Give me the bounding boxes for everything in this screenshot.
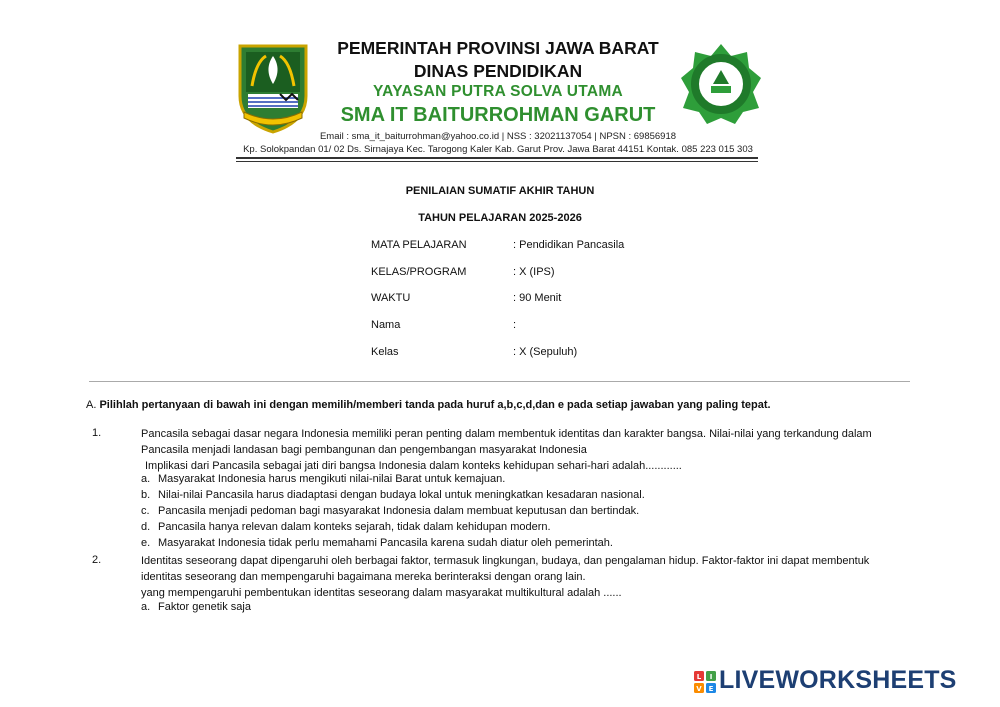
svg-text:L: L: [696, 673, 702, 681]
instruction-text: Pilihlah pertanyaan di bawah ini dengan memilih/memberi tanda pada huruf a,b,c,d,dan e pada setiap jawaban yang paling tepat.: [99, 399, 771, 411]
question-1-number: 1.: [92, 427, 102, 439]
svg-text:V: V: [696, 685, 702, 693]
meta-label-time: WAKTU: [371, 292, 411, 304]
question-1-option-e[interactable]: e. Masyarakat Indonesia tidak perlu memahami Pancasila karena sudah diatur oleh pemerintah.: [141, 537, 613, 549]
letterhead-rule-thick: [236, 157, 758, 159]
liveworksheets-logo-icon: [694, 671, 716, 693]
question-2-number: 2.: [92, 554, 102, 566]
meta-value-name: :: [513, 319, 517, 331]
question-1-stem-line2: Implikasi dari Pancasila sebagai jati diri bangsa Indonesia dalam konteks kehidupan sehari-hari adalah............: [145, 460, 682, 472]
question-2-stem: [141, 553, 911, 601]
letterhead-school-name: SMA IT BAITURROHMAN GARUT: [340, 104, 656, 126]
letterhead-address: Kp. Solokpandan 01/ 02 Ds. Sirnajaya Kec. Tarogong Kaler Kab. Garut Prov. Jawa Barat 44151 Kontak. 085 223 015 303: [243, 144, 753, 155]
meta-label-grade: Kelas: [371, 346, 399, 358]
svg-text:E: E: [708, 685, 714, 693]
question-1-stem: [141, 426, 911, 474]
section-letter: A.: [86, 399, 97, 411]
exam-title: PENILAIAN SUMATIF AKHIR TAHUN: [405, 185, 595, 197]
question-1-stem-line1: Pancasila sebagai dasar negara Indonesia memiliki peran penting dalam membentuk identitas dan karakter bangsa. Nilai-nilai yang terkandung dalam Pancasila menjadi landasan bagi pembangunan dan pengembangan masyarakat Indonesia: [141, 428, 872, 456]
school-emblem-logo: [679, 42, 763, 126]
svg-text:I: I: [709, 673, 713, 681]
meta-value-time: : 90 Menit: [513, 292, 562, 304]
section-instruction: [86, 399, 771, 411]
question-2-stem-line2: yang mempengaruhi pembentukan identitas seseorang dalam masyarakat multikultural adalah ......: [141, 587, 622, 599]
meta-label-subject: MATA PELAJARAN: [371, 239, 467, 251]
question-1-option-a[interactable]: a. Masyarakat Indonesia harus mengikuti nilai-nilai Barat untuk kemajuan.: [141, 473, 506, 485]
academic-year: TAHUN PELAJARAN 2025-2026: [418, 212, 582, 224]
liveworksheets-wordmark: LIVEWORKSHEETS: [719, 666, 957, 694]
section-divider: [89, 381, 910, 382]
letterhead-rule-thin: [236, 161, 758, 162]
question-1-option-b[interactable]: b. Nilai-nilai Pancasila harus diadaptasi dengan budaya lokal untuk meningkatkan kesadaran nasional.: [141, 489, 645, 501]
meta-value-grade: : X (Sepuluh): [513, 346, 578, 358]
question-2-option-a[interactable]: a. Faktor genetik saja: [141, 601, 251, 613]
letterhead-foundation: YAYASAN PUTRA SOLVA UTAMA: [372, 83, 624, 100]
meta-label-class-program: KELAS/PROGRAM: [371, 266, 467, 278]
letterhead-department: DINAS PENDIDIKAN: [413, 61, 583, 81]
letterhead-province: PEMERINTAH PROVINSI JAWA BARAT: [337, 38, 659, 58]
meta-label-name: Nama: [371, 319, 401, 331]
question-1-option-c[interactable]: c. Pancasila menjadi pedoman bagi masyarakat Indonesia dalam membuat keputusan dan bertindak.: [141, 505, 640, 517]
meta-value-class-program: : X (IPS): [513, 266, 555, 278]
question-1-option-d[interactable]: d. Pancasila hanya relevan dalam konteks sejarah, tidak dalam kehidupan modern.: [141, 521, 551, 533]
meta-value-subject: : Pendidikan Pancasila: [513, 239, 625, 251]
question-2-stem-line1: Identitas seseorang dapat dipengaruhi oleh berbagai faktor, termasuk lingkungan, budaya, dan pengalaman hidup. Faktor-faktor ini dapat membentuk identitas seseorang dan mempengaruhi bagaimana mereka berinteraksi dengan orang lain.: [141, 555, 870, 583]
letterhead-contact-email: Email : sma_it_baiturrohman@yahoo.co.id | NSS : 32021137054 | NPSN : 69856918: [319, 131, 677, 142]
